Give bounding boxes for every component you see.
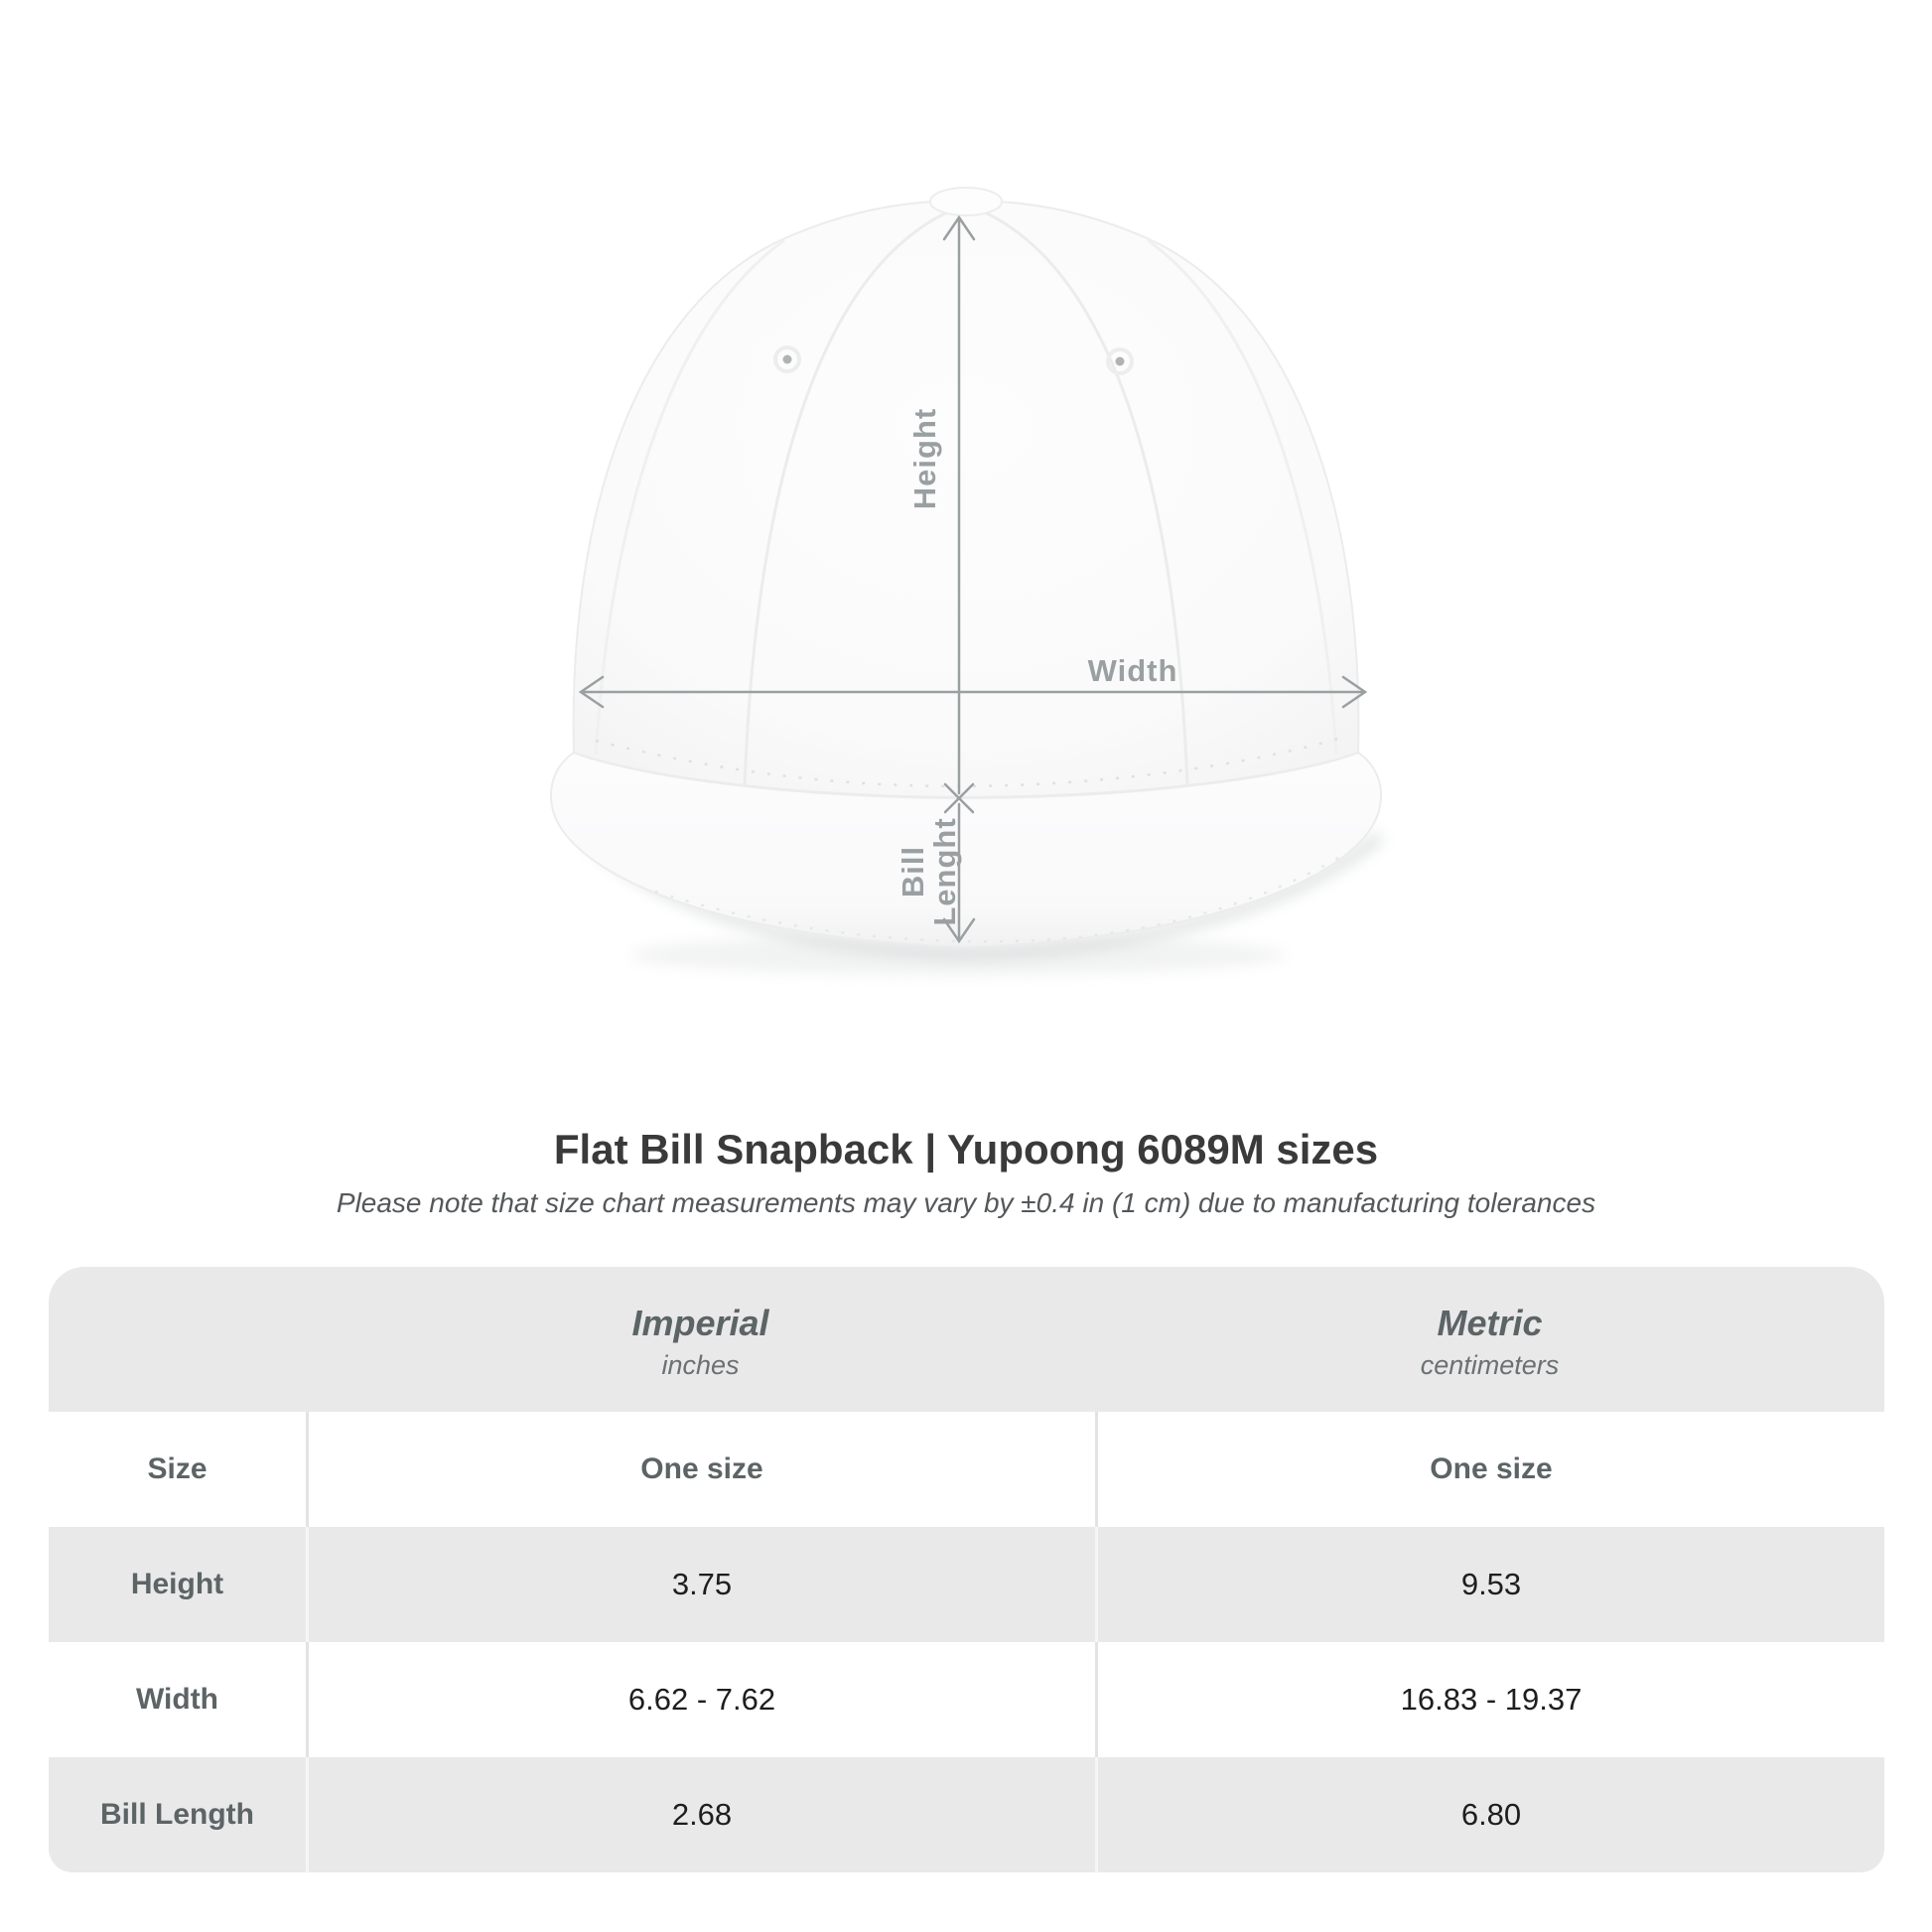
metric-value: 16.83 - 19.37 bbox=[1095, 1642, 1884, 1757]
row-label: Bill Length bbox=[100, 1798, 254, 1831]
bill-length-label-line2: Lenght bbox=[927, 817, 962, 926]
row-label: Height bbox=[130, 1568, 224, 1600]
metric-title: Metric bbox=[1437, 1302, 1543, 1343]
title-block bbox=[0, 1126, 1932, 1219]
bill-length-label-line1: Bill bbox=[896, 845, 930, 898]
imperial-value: 2.68 bbox=[306, 1757, 1095, 1872]
width-label: Width bbox=[1087, 653, 1178, 688]
hat-crown bbox=[574, 201, 1359, 797]
metric-value: 6.80 bbox=[1095, 1757, 1884, 1872]
imperial-value: 3.75 bbox=[306, 1527, 1095, 1642]
imperial-subtitle: inches bbox=[661, 1349, 740, 1380]
size-chart-table bbox=[49, 1267, 1884, 1874]
imperial-value: One size bbox=[306, 1412, 1095, 1527]
table-header-row bbox=[49, 1267, 1884, 1412]
metric-value: One size bbox=[1095, 1412, 1884, 1527]
eyelet-left bbox=[783, 355, 792, 364]
top-button bbox=[930, 188, 1002, 215]
height-label: Height bbox=[907, 407, 942, 510]
row-label: Width bbox=[135, 1683, 219, 1716]
header-metric bbox=[1095, 1267, 1884, 1412]
page-title: Flat Bill Snapback | Yupoong 6089M sizes bbox=[553, 1126, 1379, 1173]
table-row-height bbox=[49, 1527, 1884, 1642]
row-label: Size bbox=[147, 1452, 207, 1485]
imperial-value: 6.62 - 7.62 bbox=[306, 1642, 1095, 1757]
imperial-title: Imperial bbox=[631, 1302, 769, 1343]
table-row-size bbox=[49, 1412, 1884, 1527]
page-subtitle: Please note that size chart measurements may vary by ±0.4 in (1 cm) due to manufacturing tolerances bbox=[336, 1187, 1596, 1218]
header-spacer-cell bbox=[49, 1267, 306, 1412]
metric-value: 9.53 bbox=[1095, 1527, 1884, 1642]
metric-subtitle: centimeters bbox=[1420, 1349, 1560, 1380]
header-imperial bbox=[306, 1267, 1095, 1412]
table-row-width bbox=[49, 1642, 1884, 1757]
eyelet-right bbox=[1116, 357, 1125, 366]
table-row-bill-length bbox=[49, 1757, 1884, 1872]
